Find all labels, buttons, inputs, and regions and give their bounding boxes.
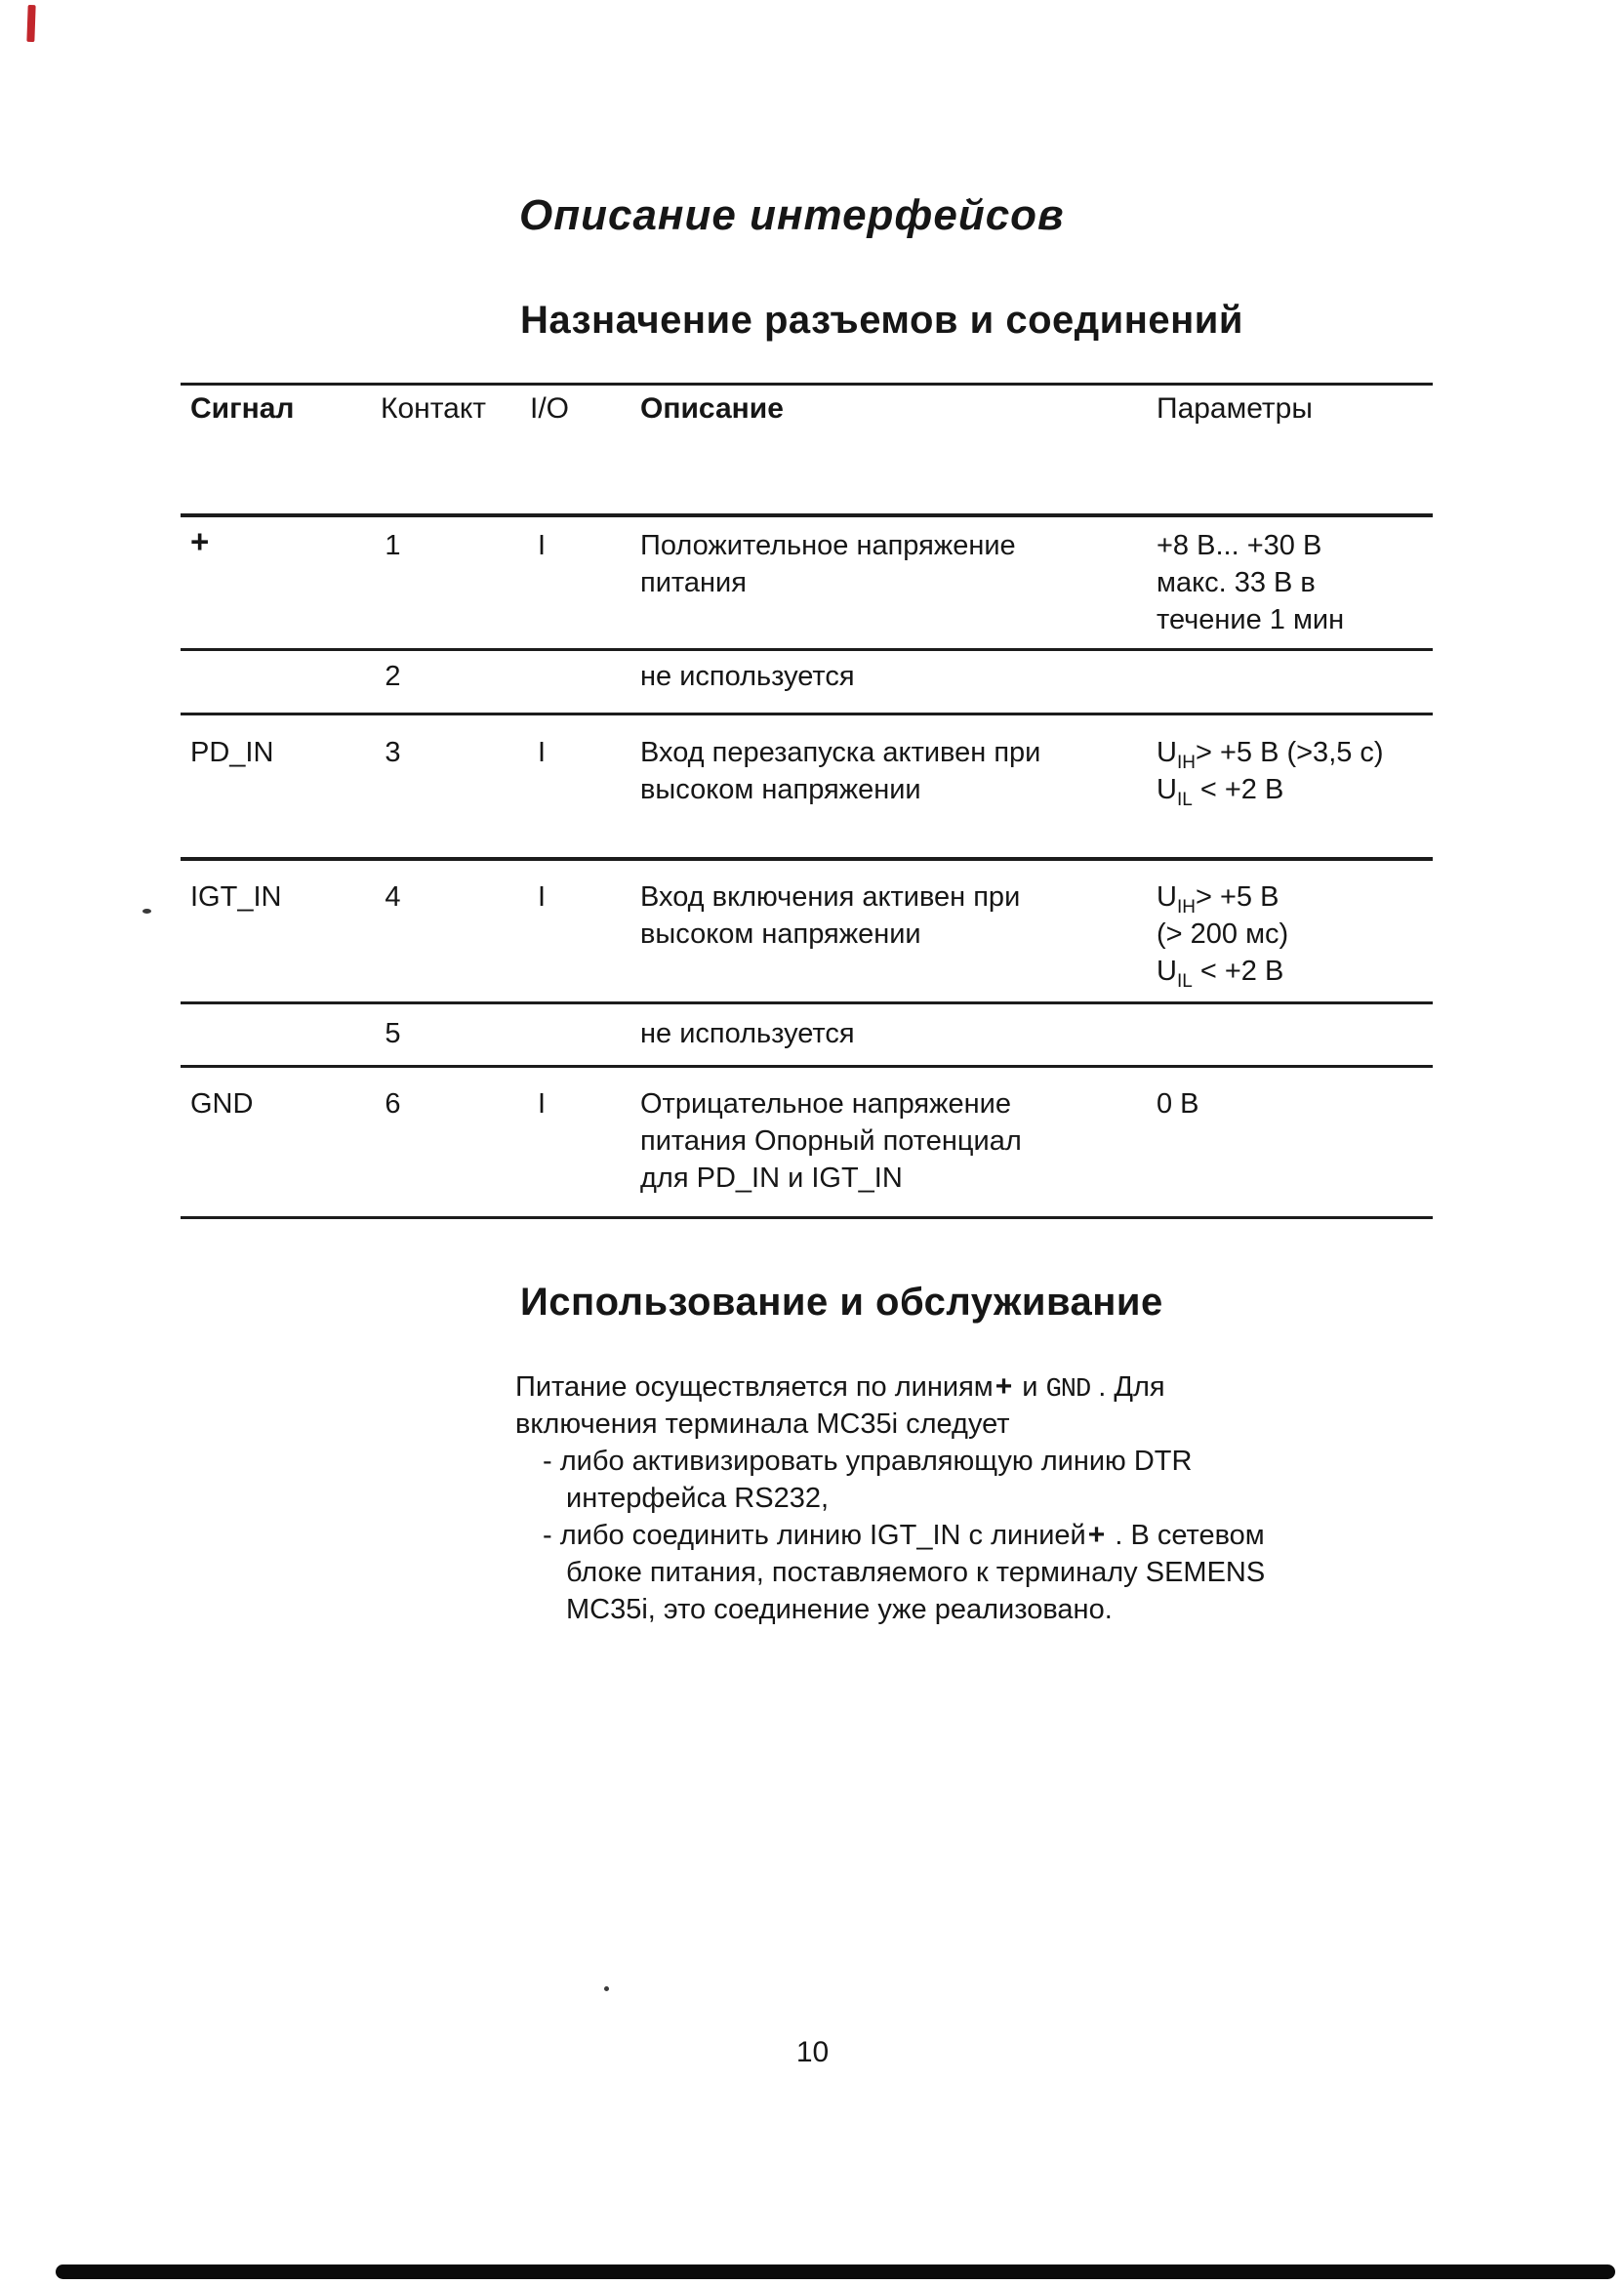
table-rule <box>181 513 1433 517</box>
cell-parameters <box>1157 878 1288 990</box>
cell-contact: 2 <box>385 661 401 692</box>
scan-bottom-bar <box>56 2265 1615 2279</box>
table-rule <box>181 648 1433 651</box>
cell-signal: PD_IN <box>190 737 274 768</box>
cell-io: I <box>537 881 547 913</box>
table-rule <box>181 713 1433 715</box>
cell-contact: 4 <box>385 881 401 913</box>
bullet-continuation: блоке питания, поставляемого к терминалу SEMENS <box>566 1557 1266 1588</box>
table-rule <box>181 383 1433 386</box>
table-rule <box>181 1001 1433 1004</box>
cell-parameters: +8 В... +30 В макс. 33 В в течение 1 мин <box>1157 530 1345 635</box>
page-title: Описание интерфейсов <box>519 191 1065 239</box>
col-header-parameters: Параметры <box>1157 392 1313 425</box>
bullet-line: - либо соединить линию IGT_IN с линией+ . В сетевом <box>543 1519 1265 1551</box>
page-number: 10 <box>795 2036 830 2068</box>
scan-red-mark <box>26 5 35 42</box>
cell-contact: 6 <box>385 1088 401 1120</box>
cell-contact: 3 <box>385 737 401 768</box>
cell-contact: 5 <box>385 1018 401 1049</box>
bullet-continuation: MC35i, это соединение уже реализовано. <box>566 1594 1113 1625</box>
cell-io: I <box>537 737 547 768</box>
cell-description: не используется <box>640 1018 855 1049</box>
cell-signal: + <box>190 523 210 559</box>
param-line: (> 200 мс) <box>1157 918 1289 950</box>
section-heading-usage: Использование и обслуживание <box>520 1281 1163 1324</box>
param-line: $U_{IL} < +2$ В <box>1157 956 1284 992</box>
cell-parameters <box>1157 734 1384 808</box>
paragraph-line: включения терминала MC35i следует <box>515 1408 1010 1440</box>
paragraph-line: Питание осуществляется по линиям+ и GND . Для <box>515 1370 1165 1405</box>
cell-description: Вход включения активен при высоком напряжении <box>640 881 1021 950</box>
param-line: $U_{IL} < +2$ В <box>1157 774 1284 810</box>
bullet-line: - либо активизировать управляющую линию DTR <box>543 1446 1193 1477</box>
col-header-io: I/O <box>530 392 570 425</box>
cell-description: Положительное напряжение питания <box>640 530 1016 598</box>
scan-speck <box>142 909 151 914</box>
col-header-signal: Сигнал <box>190 392 295 425</box>
table-rule <box>181 1216 1433 1219</box>
table-rule <box>181 857 1433 861</box>
gnd-label: GND <box>1045 1375 1091 1405</box>
cell-parameters: 0 В <box>1157 1088 1199 1120</box>
section-heading-connectors: Назначение разъемов и соединений <box>520 299 1243 342</box>
scan-speck <box>604 1986 609 1991</box>
table-rule <box>181 1065 1433 1068</box>
cell-description: Вход перезапуска активен при высоком напряжении <box>640 737 1041 805</box>
cell-io: I <box>537 530 547 561</box>
param-line: $U_{IH}> +5$ В (>3,5 с) <box>1157 737 1384 773</box>
col-header-contact: Контакт <box>381 392 487 425</box>
cell-description: не используется <box>640 661 855 692</box>
cell-description: Отрицательное напряжение питания Опорный потенциал для PD_IN и IGT_IN <box>640 1088 1022 1194</box>
col-header-description: Описание <box>640 392 784 425</box>
plus-symbol: + <box>1087 1519 1106 1551</box>
cell-signal: IGT_IN <box>190 881 282 913</box>
cell-io: I <box>537 1088 547 1120</box>
cell-contact: 1 <box>385 530 401 561</box>
param-line: $U_{IH}> +5$ В <box>1157 881 1279 918</box>
cell-signal: GND <box>190 1088 254 1120</box>
plus-symbol: + <box>995 1370 1013 1403</box>
bullet-continuation: интерфейса RS232, <box>566 1483 830 1514</box>
